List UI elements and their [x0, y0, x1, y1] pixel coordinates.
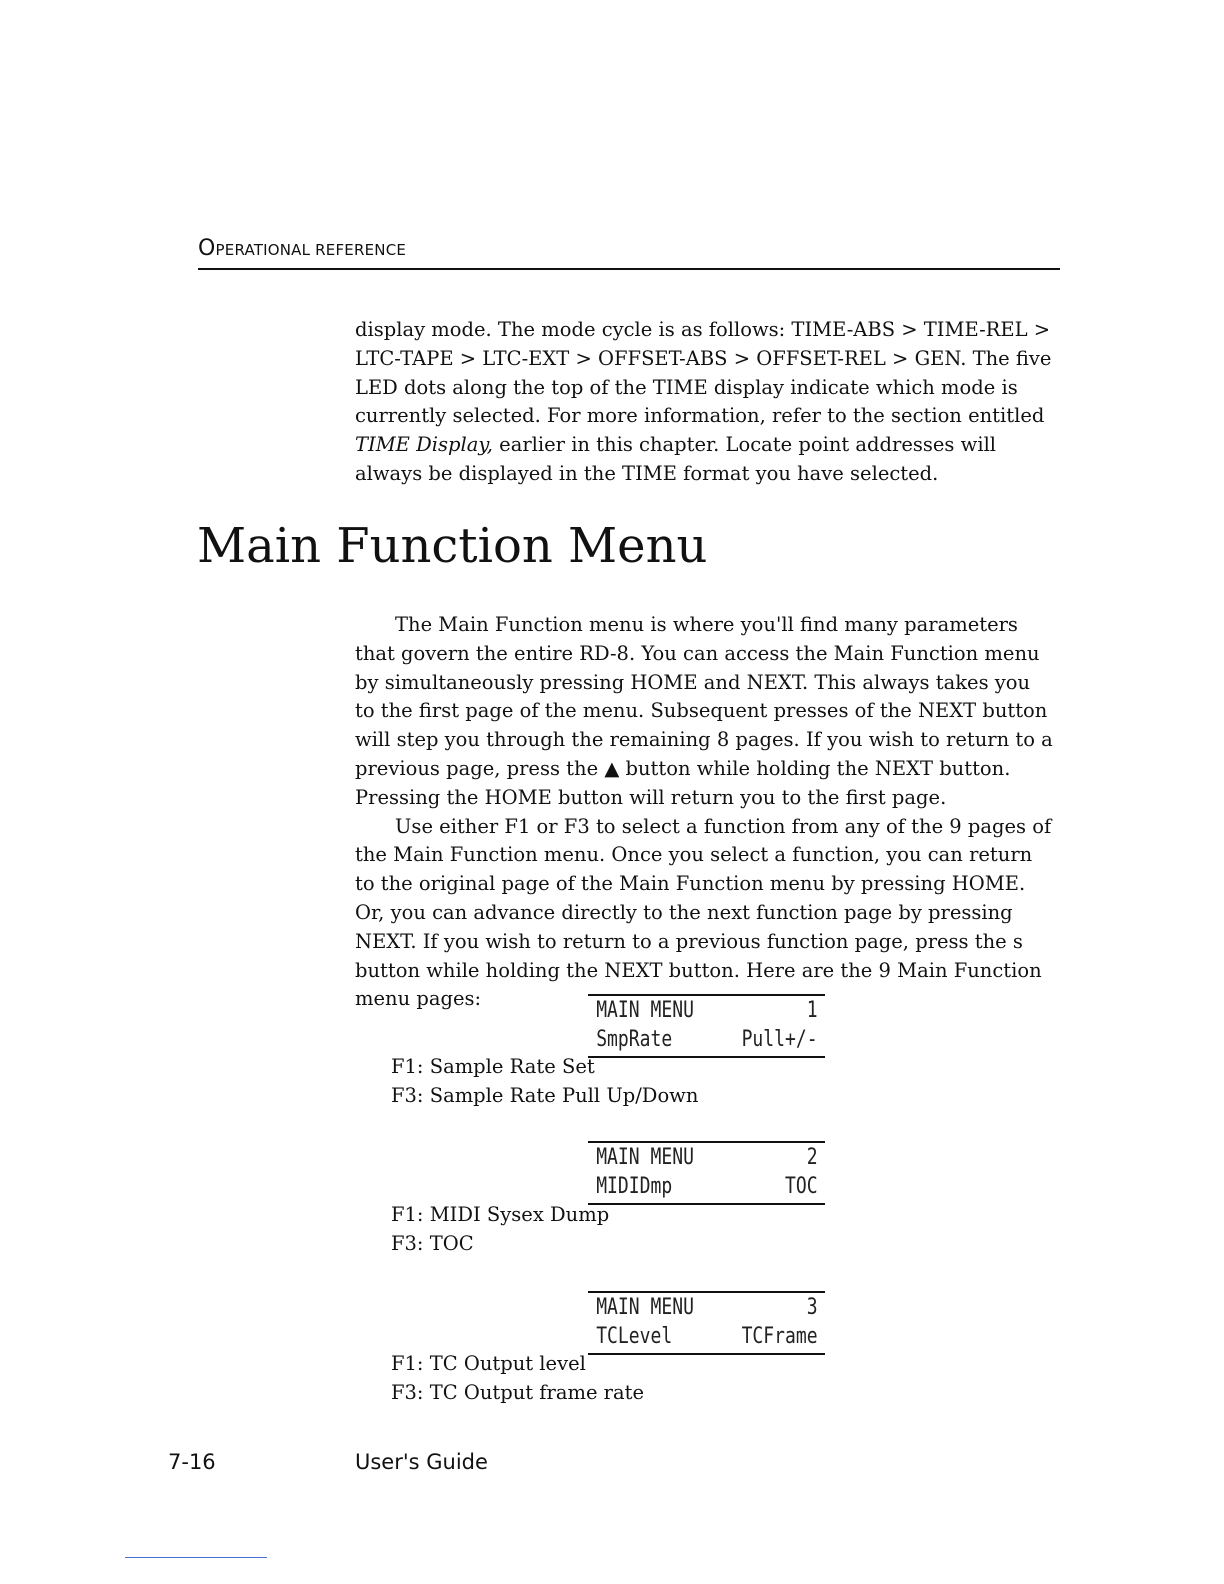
lcd-f1-label: MIDIDmp: [596, 1174, 673, 1199]
lcd-f3-label: TCFrame: [741, 1324, 818, 1349]
f3-description: F3: Sample Rate Pull Up/Down: [391, 1084, 699, 1107]
lcd-f3-label: TOC: [785, 1174, 818, 1199]
intro-text: display mode. The mode cycle is as follows: TIME-ABS > TIME-REL > LTC-TAPE > LTC-EXT > OFFSET-ABS > OFFSET-REL > GEN. The five LED dots along the top of the TIME display indicate which mode is currently selected. For more information, refer to the section entitled: [355, 318, 1052, 428]
lcd-display-2: [588, 1141, 825, 1205]
lcd-title: MAIN MENU: [596, 1295, 694, 1320]
header-rule: [198, 268, 1060, 270]
intro-paragraph: [355, 316, 1065, 489]
f3-description: F3: TOC: [391, 1232, 474, 1255]
lcd-page-number: 3: [806, 1295, 818, 1320]
body-paragraphs: [355, 611, 1055, 1014]
f1-description: F1: TC Output level: [391, 1352, 586, 1375]
f1-description: F1: MIDI Sysex Dump: [391, 1203, 610, 1226]
lcd-title: MAIN MENU: [596, 1145, 694, 1170]
lcd-f3-label: Pull+/-: [741, 1027, 818, 1052]
intro-italic: TIME Display,: [355, 433, 493, 457]
f1-description: F1: Sample Rate Set: [391, 1055, 595, 1078]
lcd-f1-label: SmpRate: [596, 1027, 673, 1052]
intro-end: earlier in this chapter. Locate point addresses will always be displayed in the TIME format you have selected.: [355, 433, 997, 485]
f3-description: F3: TC Output frame rate: [391, 1381, 645, 1404]
lcd-display-1: [588, 994, 825, 1058]
footer-guide-title: User's Guide: [355, 1450, 488, 1474]
paragraph-2: Use either F1 or F3 to select a function from any of the 9 pages of the Main Function menu. Once you select a function, you can return to the original page of the Main Function menu by pressing HOME. Or, you can advance directly to the next function page by pressing NEXT. If you wish to return to a previous function page, press the s button while holding the NEXT button. Here are the 9 Main Function menu pages:: [355, 814, 1052, 1011]
page-number: 7-16: [168, 1450, 216, 1474]
header-initial: O: [198, 236, 216, 261]
lcd-f1-label: TCLevel: [596, 1324, 673, 1349]
lcd-display-3: [588, 1291, 825, 1355]
lcd-page-number: 1: [806, 998, 818, 1023]
bottom-link-line: [125, 1557, 267, 1558]
section-title: Main Function Menu: [197, 518, 708, 574]
header-text: PERATIONAL REFERENCE: [215, 241, 407, 259]
lcd-page-number: 2: [806, 1145, 818, 1170]
running-header: [198, 236, 406, 261]
paragraph-1: The Main Function menu is where you'll find many parameters that govern the entire RD-8. You can access the Main Function menu by simultaneously pressing HOME and NEXT. This always takes you to the first page of the menu. Subsequent presses of the NEXT button will step you through the remaining 8 pages. If you wish to return to a previous page, press the ▲ button while holding the NEXT button. Pressing the HOME button will return you to the first page.: [355, 613, 1053, 809]
lcd-title: MAIN MENU: [596, 998, 694, 1023]
